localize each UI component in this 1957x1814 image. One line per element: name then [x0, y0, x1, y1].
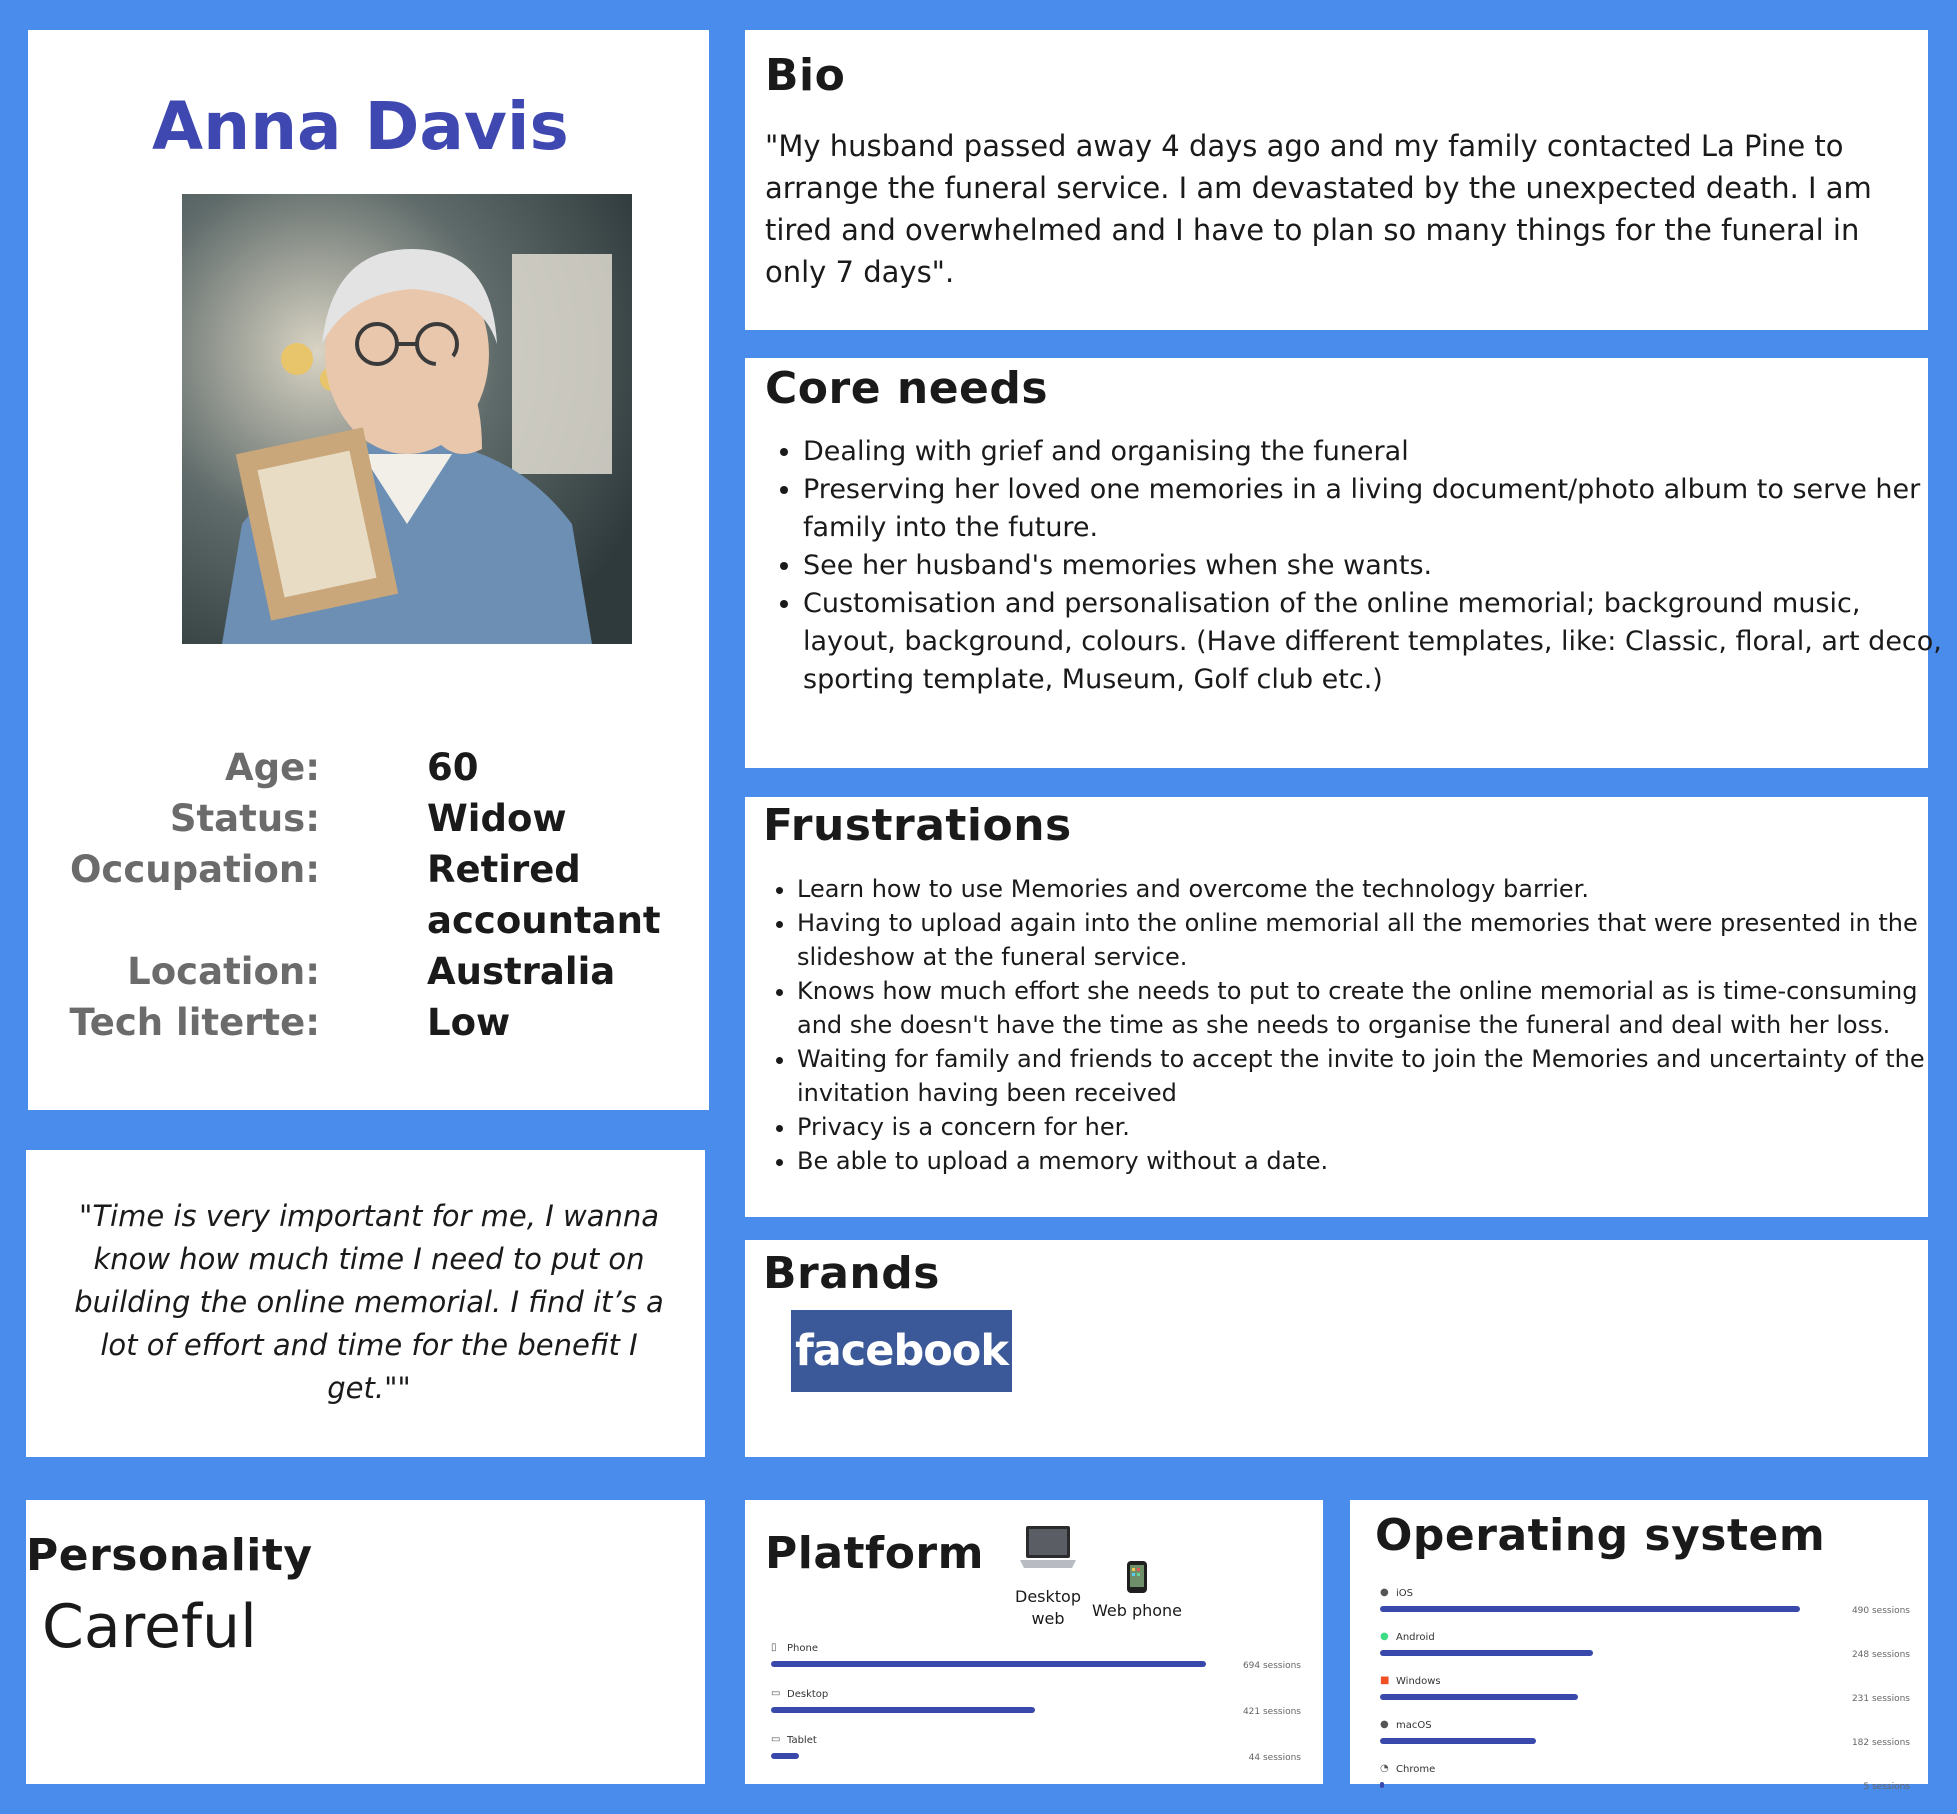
quote-card [26, 1150, 705, 1457]
phone-icon [1125, 1560, 1149, 1594]
frustrations-list [763, 872, 1957, 1178]
stat-value: 44 sessions [1248, 1753, 1301, 1763]
fact-label: Tech literte: [69, 1001, 320, 1044]
os-row-ios [1380, 1588, 1910, 1628]
device-desktop-web [1005, 1522, 1091, 1630]
os-row-chrome [1380, 1764, 1910, 1804]
device-label: Web phone [1091, 1601, 1183, 1620]
list-item: • Dealing with grief and organising the funeral [803, 433, 1953, 471]
platform-bar-desktop [771, 1707, 1035, 1713]
os-row-windows [1380, 1676, 1910, 1716]
stat-value: 182 sessions [1851, 1738, 1910, 1748]
stat-label: Desktop [787, 1689, 829, 1700]
fact-status [28, 797, 709, 848]
fact-value: Retired [427, 848, 581, 891]
list-item: • Waiting for family and friends to accept the invite to join the Memories and uncertainty of the invitation having been received [797, 1042, 1957, 1110]
stat-label: Tablet [787, 1735, 817, 1746]
stat-label: Phone [787, 1643, 818, 1654]
fact-value: Australia [427, 950, 616, 993]
fact-occupation [28, 848, 709, 899]
fact-label: Age: [224, 746, 320, 789]
profile-card [28, 30, 709, 1110]
os-bar-chrome [1380, 1782, 1384, 1788]
chrome-icon: ◔ [1380, 1763, 1389, 1774]
facebook-logo: facebook [791, 1310, 1012, 1392]
list-item: • Learn how to use Memories and overcome the technology barrier. [797, 872, 1957, 906]
os-row-android [1380, 1632, 1910, 1672]
personality-trait: Careful [42, 1592, 257, 1662]
persona-photo [182, 194, 632, 644]
operating-system-title: Operating system [1375, 1510, 1826, 1561]
phone-icon: ▯ [771, 1642, 777, 1653]
persona-name: Anna Davis [152, 88, 569, 165]
list-item: • Be able to upload a memory without a date. [797, 1144, 1957, 1178]
persona-portrait-image [182, 194, 632, 644]
fact-value: 60 [427, 746, 479, 789]
android-icon: ● [1380, 1631, 1389, 1642]
platform-card [745, 1500, 1323, 1784]
frustrations-title: Frustrations [763, 800, 1072, 851]
device-web-phone [1089, 1560, 1185, 1622]
stat-value: 421 sessions [1242, 1707, 1301, 1717]
frustrations-card [745, 797, 1928, 1217]
stat-value: 490 sessions [1851, 1606, 1910, 1616]
apple-icon: ● [1380, 1587, 1389, 1598]
platform-row-tablet [771, 1735, 1301, 1775]
fact-label: Location: [127, 950, 320, 993]
os-bar-ios [1380, 1606, 1800, 1612]
platform-bar-tablet [771, 1753, 799, 1759]
stat-value: 5 sessions [1863, 1782, 1910, 1792]
fact-age [28, 746, 709, 797]
core-needs-title: Core needs [765, 363, 1049, 414]
list-item: • Customisation and personalisation of the online memorial; background music, layout, background, colours. (Have different templates, like: Classic, floral, art deco, sporting template, Museum, Golf club etc.) [803, 585, 1953, 699]
fact-value: accountant [427, 899, 661, 942]
apple-icon: ● [1380, 1719, 1389, 1730]
stat-label: Android [1396, 1632, 1435, 1643]
platform-row-phone [771, 1643, 1301, 1683]
platform-row-desktop [771, 1689, 1301, 1729]
fact-occupation-continued [28, 899, 709, 950]
stat-label: macOS [1396, 1720, 1432, 1731]
device-label: Desktop [1015, 1587, 1081, 1606]
list-item: • Preserving her loved one memories in a living document/photo album to serve her family into the future. [803, 471, 1953, 547]
os-bar-android [1380, 1650, 1593, 1656]
bio-card [745, 30, 1928, 330]
stat-label: Chrome [1396, 1764, 1436, 1775]
os-bar-windows [1380, 1694, 1578, 1700]
fact-label: Occupation: [69, 848, 320, 891]
list-item: • Knows how much effort she needs to put to create the online memorial as is time-consuming and she doesn't have the time as she needs to organise the funeral and deal with her loss. [797, 974, 1957, 1042]
fact-value: Low [427, 1001, 511, 1044]
bio-title: Bio [765, 50, 846, 101]
stat-value: 694 sessions [1242, 1661, 1301, 1671]
bio-text: "My husband passed away 4 days ago and my family contacted La Pine to arrange the funeral service. I am devastated by the unexpected death. I am tired and overwhelmed and I have to plan so many things for the funeral in only 7 days". [765, 129, 1872, 289]
platform-bar-phone [771, 1661, 1206, 1667]
list-item: • Having to upload again into the online memorial all the memories that were presented in the slideshow at the funeral service. [797, 906, 1957, 974]
device-label: web [1031, 1609, 1065, 1628]
platform-title: Platform [765, 1528, 984, 1579]
persona-facts [28, 746, 709, 1052]
fact-tech-literacy [28, 1001, 709, 1052]
os-row-macos [1380, 1720, 1910, 1760]
operating-system-card [1350, 1500, 1928, 1792]
brands-card [745, 1240, 1928, 1457]
personality-title: Personality [26, 1530, 313, 1581]
list-item: • Privacy is a concern for her. [797, 1110, 1957, 1144]
os-bar-macos [1380, 1738, 1536, 1744]
fact-location [28, 950, 709, 1001]
persona-quote: "Time is very important for me, I wanna know how much time I need to put on building the online memorial. I find it’s a lot of effort and time for the benefit I get."" [74, 1199, 664, 1405]
fact-value: Widow [427, 797, 567, 840]
laptop-icon [1018, 1522, 1078, 1580]
fact-label: Status: [169, 797, 320, 840]
windows-icon: ■ [1380, 1675, 1390, 1686]
stat-label: iOS [1396, 1588, 1413, 1599]
brands-title: Brands [763, 1248, 940, 1299]
core-needs-list [765, 433, 1953, 699]
stat-value: 248 sessions [1851, 1650, 1910, 1660]
core-needs-card [745, 358, 1942, 768]
personality-card [26, 1500, 705, 1784]
monitor-icon: ▭ [771, 1688, 781, 1699]
list-item: • See her husband's memories when she wants. [803, 547, 1953, 585]
stat-value: 231 sessions [1851, 1694, 1910, 1704]
tablet-icon: ▭ [771, 1734, 781, 1745]
stat-label: Windows [1396, 1676, 1441, 1687]
